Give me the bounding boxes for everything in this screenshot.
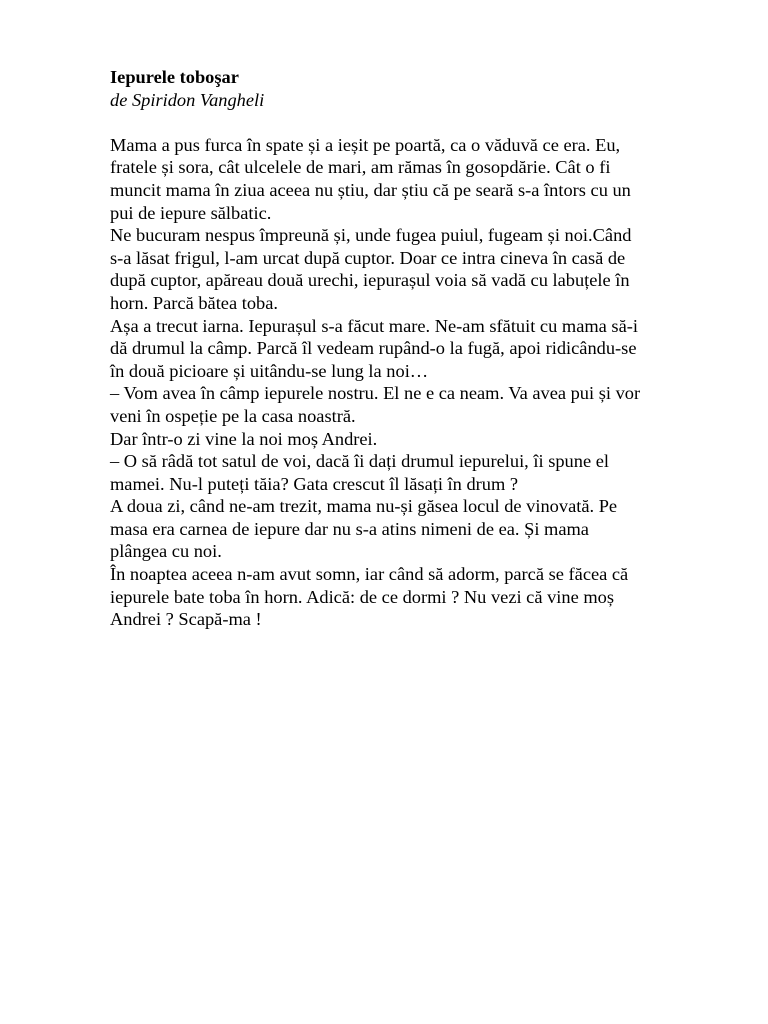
document-author: de Spiridon Vangheli: [110, 89, 265, 110]
text-line: – O să râdă tot satul de voi, dacă îi dați drumul iepurelui, îi spune el: [110, 451, 609, 472]
text-line: veni în ospeție pe la casa noastră.: [110, 405, 356, 426]
text-line: Dar într-o zi vine la noi moș Andrei.: [110, 428, 378, 449]
text-line: pui de iepure sălbatic.: [110, 202, 272, 223]
document-title: Iepurele toboşar: [110, 67, 239, 87]
text-line: după cuptor, apăreau două urechi, iepurașul voia să vadă cu labuțele în: [110, 270, 630, 291]
paragraph-gap: [110, 111, 722, 134]
text-line: masa era carnea de iepure dar nu s-a atins nimeni de ea. Și mama: [110, 518, 589, 539]
text-line: A doua zi, când ne-am trezit, mama nu-și găsea locul de vinovată. Pe: [110, 496, 618, 517]
text-line: s-a lăsat frigul, l-am urcat după cuptor. Doar ce intra cineva în casă de: [110, 247, 626, 268]
text-line: În noaptea aceea n-am avut somn, iar când să adorm, parcă se făcea că: [110, 564, 629, 585]
text-line: mamei. Nu-l puteți tăia? Gata crescut îl lăsați în drum ?: [110, 473, 519, 494]
text-line: Ne bucuram nespus împreună și, unde fugea puiul, fugeam și noi.Când: [110, 225, 632, 246]
story-body: [110, 134, 722, 631]
text-line: fratele și sora, cât ulcelele de mari, am rămas în gosopdărie. Cât o fi: [110, 157, 611, 178]
text-line: muncit mama în ziua aceea nu știu, dar știu că pe seară s-a întors cu un: [110, 179, 631, 200]
document-page: [110, 66, 722, 631]
text-line: Mama a pus furca în spate și a ieșit pe poartă, ca o văduvă ce era. Eu,: [110, 134, 621, 155]
text-line: Andrei ? Scapă-ma !: [110, 609, 262, 630]
text-line: dă drumul la câmp. Parcă îl vedeam rupând-o la fugă, apoi ridicându-se: [110, 338, 637, 359]
text-line: în două picioare și uitându-se lung la noi…: [110, 360, 429, 381]
text-line: Așa a trecut iarna. Iepurașul s-a făcut mare. Ne-am sfătuit cu mama să-i: [110, 315, 638, 336]
text-line: – Vom avea în câmp iepurele nostru. El ne e ca neam. Va avea pui și vor: [110, 383, 641, 404]
text-line: iepurele bate toba în horn. Adică: de ce dormi ? Nu vezi că vine moș: [110, 586, 615, 607]
text-line: plângea cu noi.: [110, 541, 222, 562]
text-line: horn. Parcă bătea toba.: [110, 292, 278, 313]
